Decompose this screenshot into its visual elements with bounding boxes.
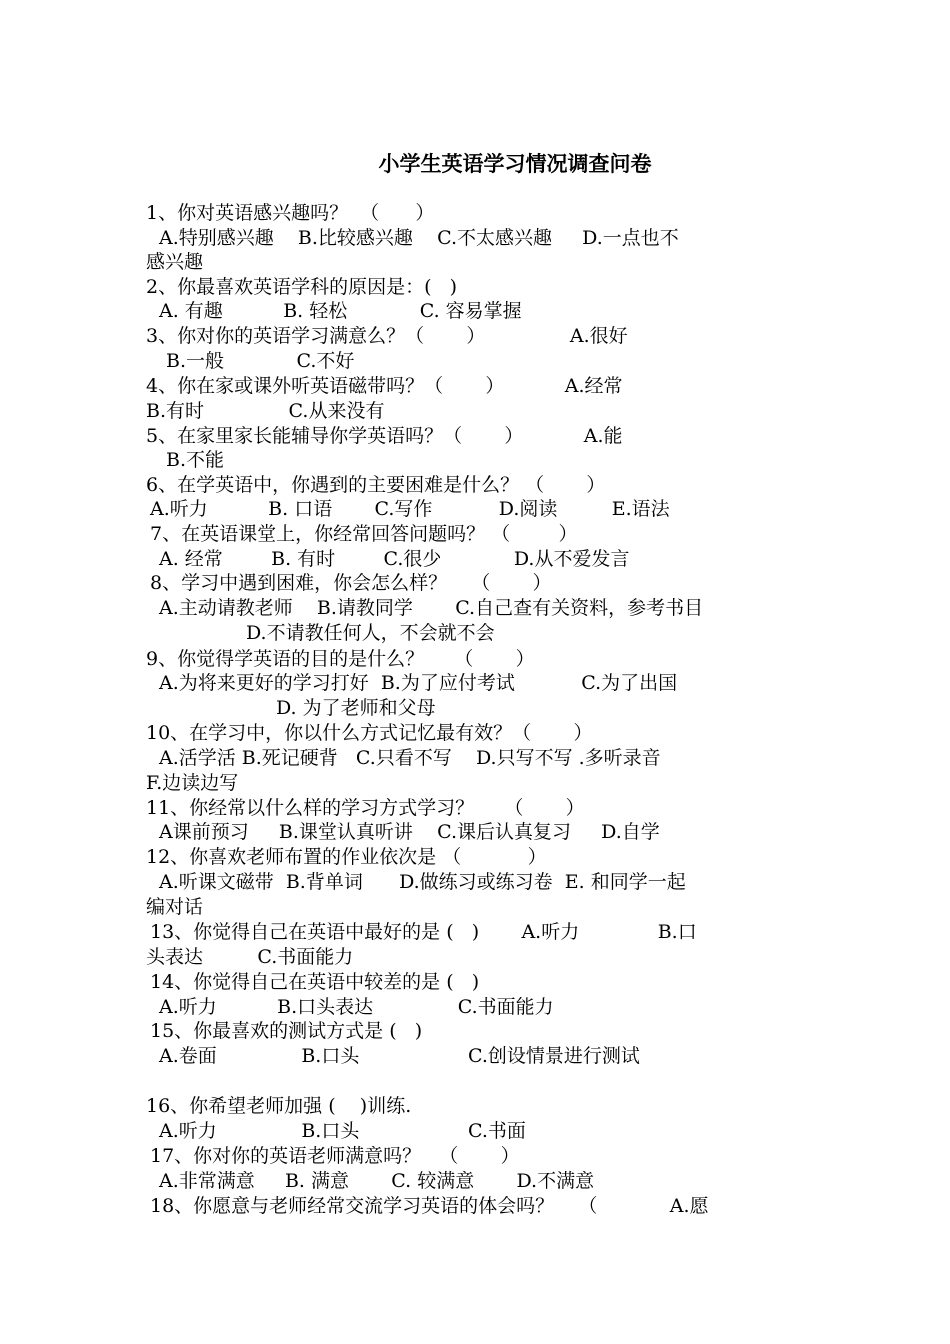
question-8: 8、学习中遇到困难，你会怎么样？ （ ） (150, 572, 552, 594)
question-6-options: A.听力 B. 口语 C.写作 D.阅读 E.语法 (150, 498, 670, 520)
question-7: 7、在英语课堂上，你经常回答问题吗？ （ ） (150, 523, 578, 545)
question-2: 2、你最喜欢英语学科的原因是：( ) (146, 276, 458, 298)
question-9: 9、你觉得学英语的目的是什么？ （ ） (146, 648, 535, 670)
question-15-options: A.卷面 B.口头 C.创设情景进行测试 (159, 1045, 640, 1067)
question-9-options-cont: D. 为了老师和父母 (276, 697, 436, 719)
question-10-options: A.活学活 B.死记硬背 C.只看不写 D.只写不写 .多听录音 (159, 747, 661, 769)
question-11: 11、你经常以什么样的学习方式学习？ （ ） (146, 797, 585, 819)
question-10-options-cont: F.边读边写 (146, 772, 239, 794)
question-14-options: A.听力 B.口头表达 C.书面能力 (159, 996, 554, 1018)
question-8-options-cont: D.不请教任何人，不会就不会 (246, 622, 495, 644)
question-5-options: B.不能 (166, 449, 225, 471)
question-3: 3、你对你的英语学习满意么？（ ） A.很好 (146, 325, 628, 347)
question-1-options: A.特别感兴趣 B.比较感兴趣 C.不太感兴趣 D.一点也不 (159, 227, 679, 249)
page-title: 小学生英语学习情况调查问卷 (378, 151, 652, 176)
question-6: 6、在学英语中，你遇到的主要困难是什么？ （ ） (146, 474, 606, 496)
question-9-options: A.为将来更好的学习打好 B.为了应付考试 C.为了出国 (159, 672, 678, 694)
question-7-options: A. 经常 B. 有时 C.很少 D.从不爱发言 (159, 548, 630, 570)
question-5: 5、在家里家长能辅导你学英语吗？（ ） A.能 (146, 425, 623, 447)
question-15: 15、你最喜欢的测试方式是 ( ) (150, 1020, 423, 1042)
question-12: 12、你喜欢老师布置的作业依次是 （ ） (146, 846, 547, 868)
question-14: 14、你觉得自己在英语中较差的是 ( ) (150, 971, 480, 993)
question-18: 18、你愿意与老师经常交流学习英语的体会吗？ （ A.愿 (150, 1195, 709, 1217)
question-2-options: A. 有趣 B. 轻松 C. 容易掌握 (159, 300, 522, 322)
question-4-options: B.有时 C.从来没有 (146, 400, 385, 422)
question-13-options-cont: 头表达 C.书面能力 (146, 946, 354, 968)
question-13: 13、你觉得自己在英语中最好的是 ( ) A.听力 B.口 (150, 921, 697, 943)
question-4: 4、你在家或课外听英语磁带吗？（ ） A.经常 (146, 375, 623, 397)
question-17: 17、你对你的英语老师满意吗？ （ ） (150, 1145, 520, 1167)
question-12-options-cont: 编对话 (146, 896, 204, 918)
question-10: 10、在学习中，你以什么方式记忆最有效？（ ） (146, 722, 593, 744)
question-16-options: A.听力 B.口头 C.书面 (159, 1120, 526, 1142)
question-8-options: A.主动请教老师 B.请教同学 C.自己查有关资料，参考书目 (159, 597, 704, 619)
question-17-options: A.非常满意 B. 满意 C. 较满意 D.不满意 (159, 1170, 595, 1192)
question-16: 16、你希望老师加强 ( )训练. (146, 1095, 412, 1117)
question-3-options: B.一般 C.不好 (166, 350, 355, 372)
question-1: 1、你对英语感兴趣吗？ （ ） (146, 202, 435, 224)
question-12-options: A.听课文磁带 B.背单词 D.做练习或练习卷 E. 和同学一起 (159, 871, 686, 893)
question-11-options: A课前预习 B.课堂认真听讲 C.课后认真复习 D.自学 (159, 821, 660, 843)
question-1-options-cont: 感兴趣 (146, 251, 204, 273)
